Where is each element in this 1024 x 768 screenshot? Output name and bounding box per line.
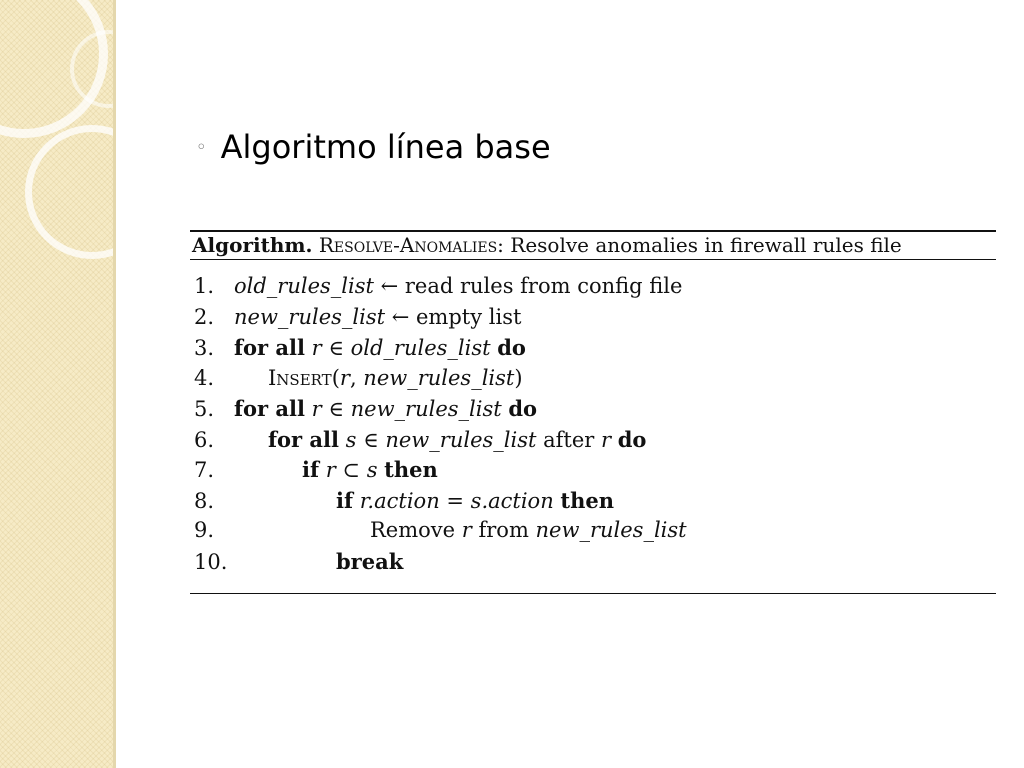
code-variable: r bbox=[600, 427, 612, 452]
code-variable: new_rules_list bbox=[234, 304, 386, 329]
line-number: 6. bbox=[194, 427, 215, 452]
code-text: ) bbox=[514, 365, 523, 390]
algorithm-line bbox=[190, 457, 996, 488]
code-text: ( bbox=[331, 365, 340, 390]
line-number: 8. bbox=[194, 488, 215, 513]
line-number: 5. bbox=[194, 397, 215, 421]
code-variable: s.action bbox=[470, 488, 554, 513]
code-text: = bbox=[439, 488, 471, 513]
algorithm-line bbox=[190, 549, 996, 580]
code-variable: r bbox=[461, 518, 472, 542]
line-number: 4. bbox=[194, 365, 215, 390]
code-text: ← read rules from config file bbox=[373, 274, 683, 298]
line-number: 3. bbox=[194, 336, 215, 360]
line-code bbox=[234, 549, 403, 574]
algorithm-keyword: Algorithm. bbox=[192, 233, 313, 257]
algorithm-name: Resolve-Anomalies bbox=[318, 233, 498, 257]
line-code bbox=[234, 518, 687, 542]
line-code bbox=[234, 457, 438, 482]
line-code bbox=[234, 488, 614, 513]
code-keyword: for all bbox=[268, 426, 339, 452]
code-variable: r.action bbox=[359, 488, 440, 513]
code-variable: new_rules_list bbox=[535, 518, 687, 542]
code-variable: old_rules_list bbox=[234, 274, 374, 298]
code-text: ⊂ bbox=[335, 458, 367, 482]
algorithm-line bbox=[190, 305, 996, 336]
code-keyword: if bbox=[336, 487, 354, 513]
algorithm-lines bbox=[190, 260, 996, 591]
line-code bbox=[234, 274, 682, 298]
algorithm-line bbox=[190, 518, 996, 549]
code-variable: r bbox=[311, 397, 322, 421]
slide-bullet bbox=[196, 128, 551, 166]
code-keyword: then bbox=[560, 487, 615, 513]
code-text: ∈ bbox=[356, 427, 386, 452]
line-code bbox=[234, 366, 523, 390]
line-code bbox=[234, 305, 521, 329]
algorithm-header bbox=[190, 232, 996, 259]
code-keyword: if bbox=[302, 457, 320, 482]
code-variable: new_rules_list bbox=[350, 397, 502, 421]
line-code bbox=[234, 396, 537, 421]
code-text: , bbox=[349, 365, 364, 390]
line-number: 10. bbox=[194, 549, 228, 574]
code-keyword: do bbox=[508, 396, 538, 421]
line-number: 7. bbox=[194, 458, 215, 482]
code-text: ∈ bbox=[321, 397, 351, 421]
code-text bbox=[611, 428, 618, 452]
code-text: from bbox=[471, 518, 536, 542]
algorithm-line bbox=[190, 366, 996, 397]
decorative-ring-icon bbox=[25, 125, 113, 259]
line-code bbox=[234, 427, 646, 452]
code-text: ← empty list bbox=[385, 304, 522, 329]
algorithm-line bbox=[190, 335, 996, 366]
line-number: 2. bbox=[194, 304, 215, 329]
code-text bbox=[319, 458, 326, 482]
code-variable: new_rules_list bbox=[363, 365, 515, 390]
slide-title: Algoritmo línea base bbox=[220, 128, 551, 166]
code-keyword: do bbox=[497, 335, 526, 360]
code-text: after bbox=[536, 427, 601, 452]
code-variable: s bbox=[345, 427, 357, 452]
hollow-circle-bullet-icon: ◦ bbox=[196, 136, 207, 158]
code-procedure: Insert bbox=[268, 365, 332, 390]
code-variable: r bbox=[311, 336, 322, 360]
line-number: 1. bbox=[194, 274, 215, 298]
code-keyword: for all bbox=[234, 335, 305, 360]
code-variable: r bbox=[339, 365, 350, 390]
code-text: ∈ bbox=[321, 336, 351, 360]
code-keyword: for all bbox=[234, 396, 305, 421]
decorative-sidebar bbox=[0, 0, 113, 768]
line-number: 9. bbox=[194, 518, 215, 542]
line-code bbox=[234, 335, 526, 360]
code-text bbox=[305, 397, 312, 421]
code-text bbox=[339, 428, 346, 452]
code-keyword: do bbox=[617, 426, 647, 452]
algorithm-line bbox=[190, 488, 996, 519]
algorithm-box bbox=[190, 230, 996, 594]
code-variable: s bbox=[366, 458, 378, 482]
code-text bbox=[353, 489, 360, 513]
algorithm-line bbox=[190, 274, 996, 305]
code-text: Remove bbox=[370, 518, 462, 542]
code-keyword: then bbox=[384, 457, 438, 482]
sidebar-edge bbox=[113, 0, 116, 768]
code-variable: old_rules_list bbox=[350, 336, 491, 360]
algorithm-bottom-rule bbox=[190, 593, 996, 594]
code-variable: new_rules_list bbox=[385, 427, 537, 452]
code-variable: r bbox=[325, 458, 336, 482]
algorithm-description: : Resolve anomalies in firewall rules file bbox=[497, 233, 902, 257]
code-keyword: break bbox=[336, 548, 404, 574]
code-text bbox=[305, 336, 312, 360]
algorithm-line bbox=[190, 396, 996, 427]
algorithm-line bbox=[190, 427, 996, 458]
